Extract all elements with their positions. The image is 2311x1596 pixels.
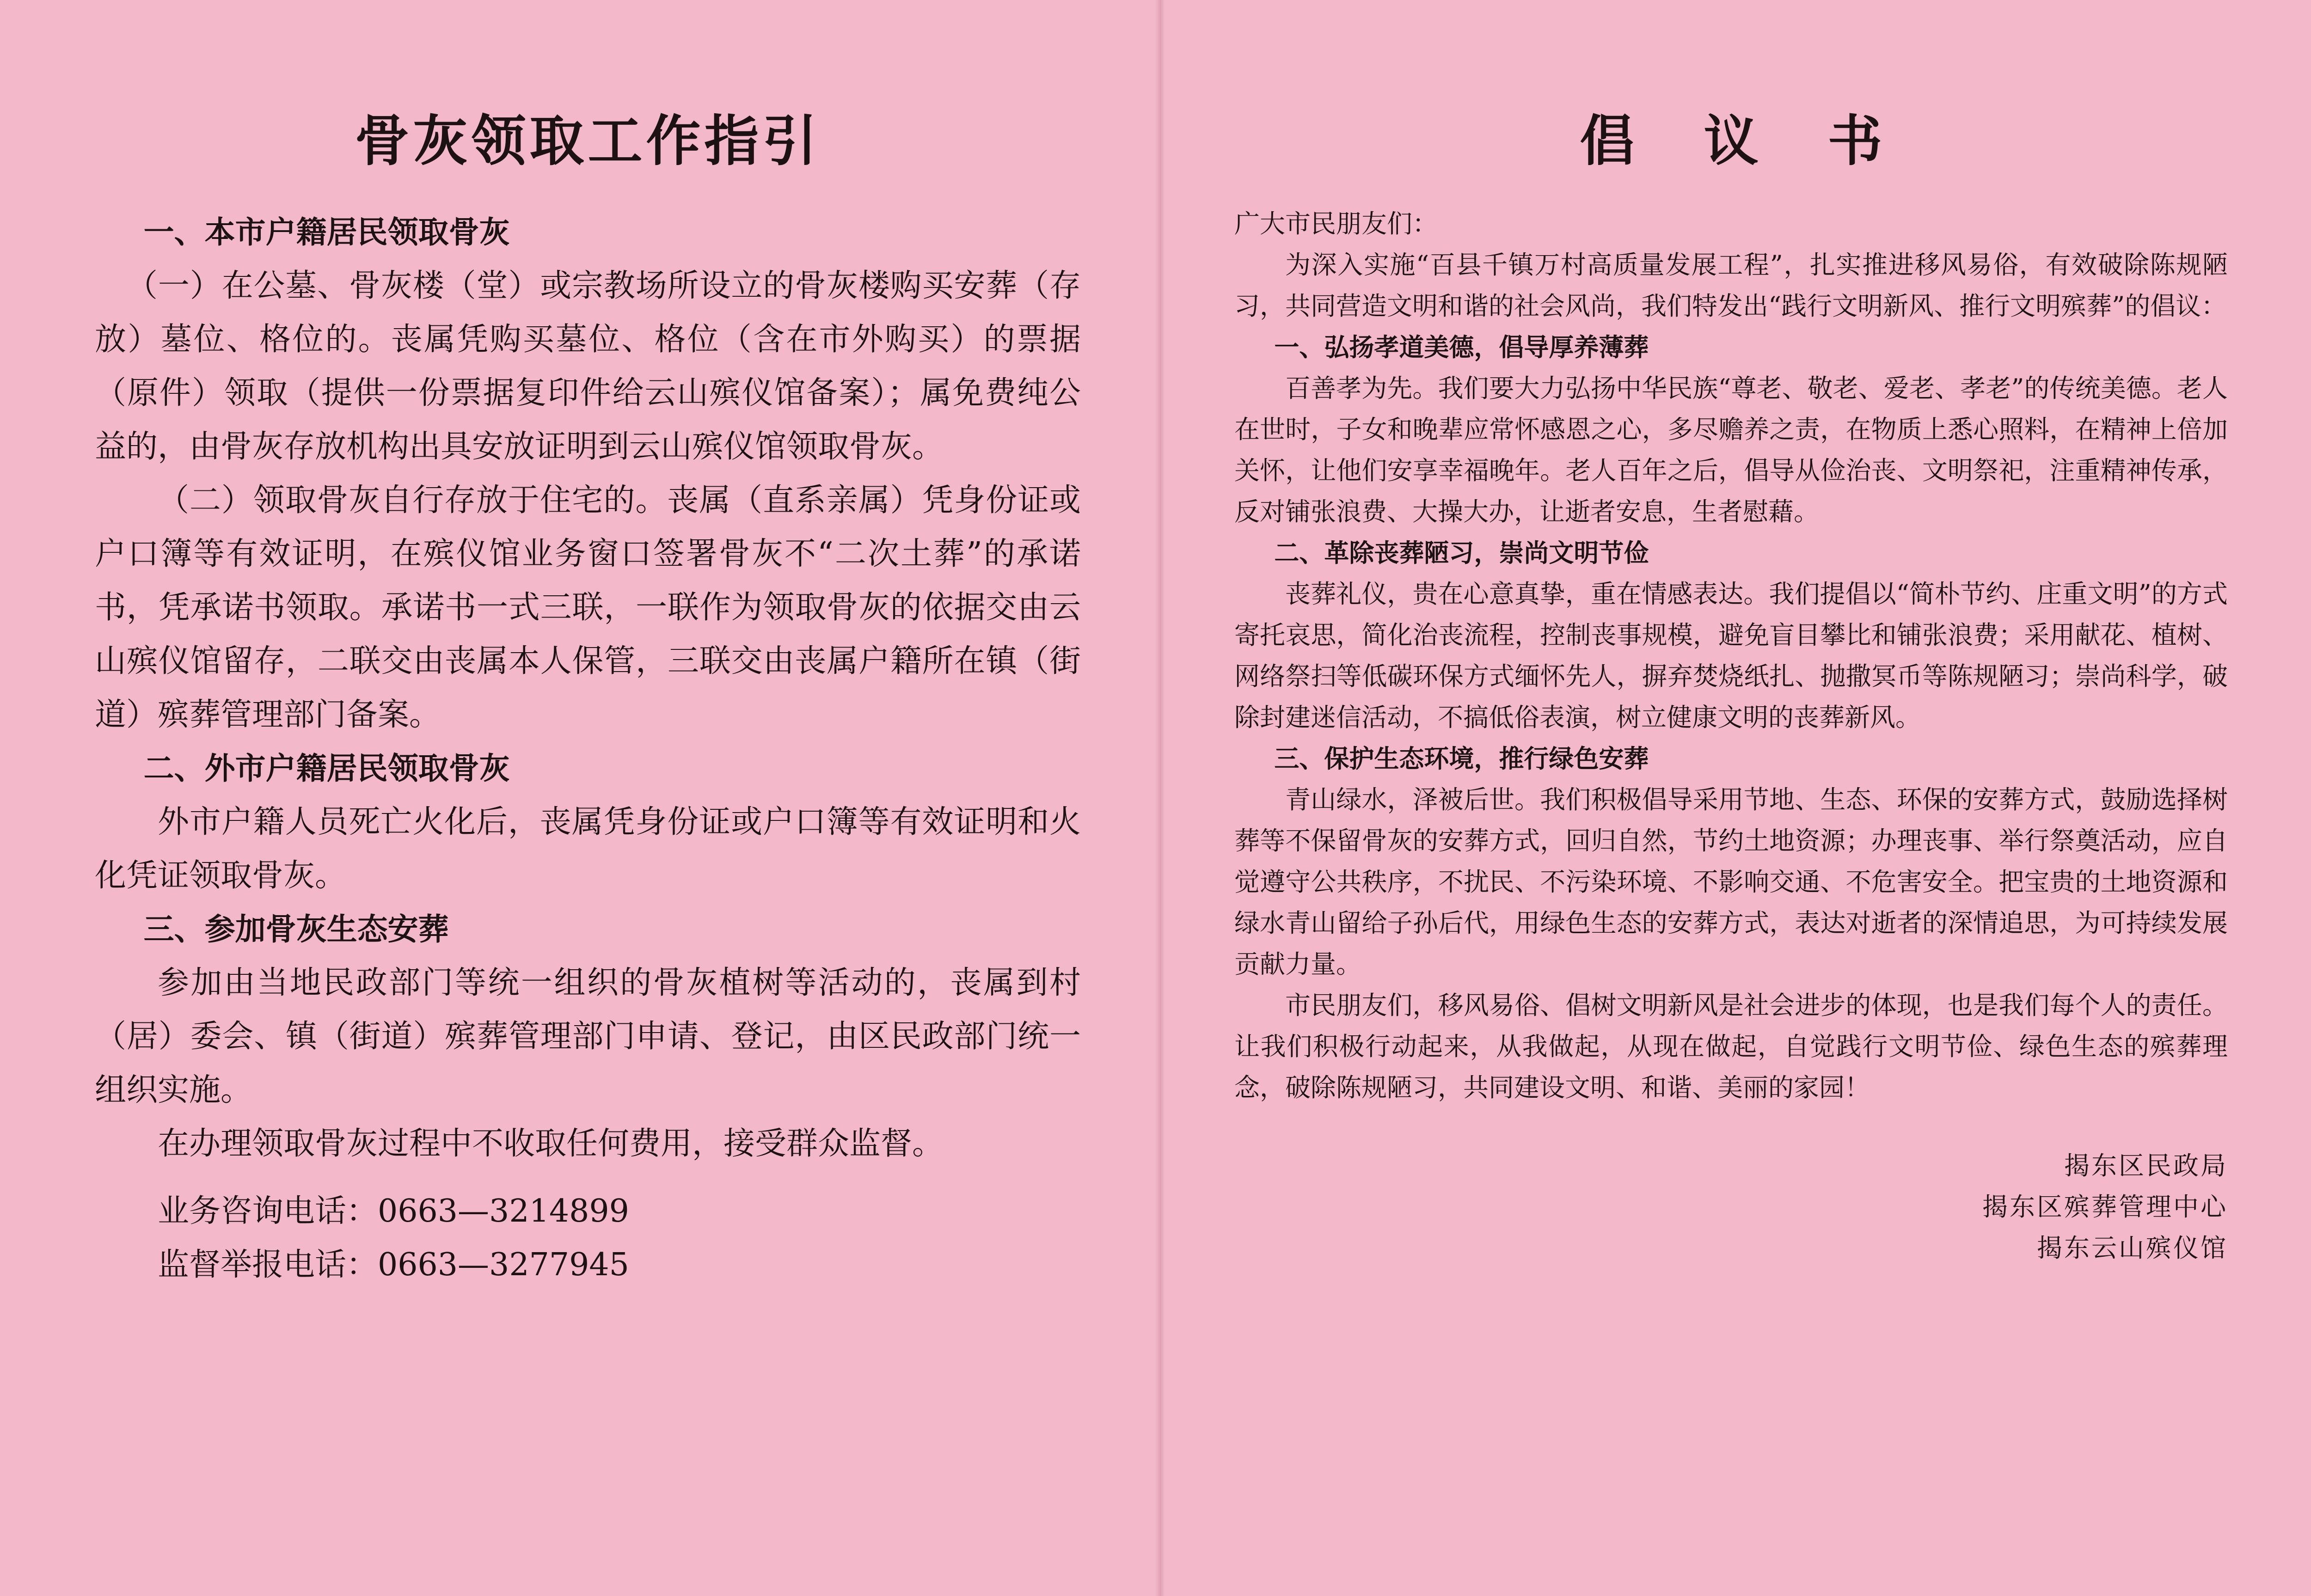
signer: 揭东云山殡仪馆 bbox=[2036, 1233, 2228, 1263]
consult-phone: 业务咨询电话：0663—3214899 bbox=[158, 1193, 629, 1229]
report-phone: 监督举报电话：0663—3277945 bbox=[158, 1247, 629, 1283]
paragraph: 丧葬礼仪，贵在心意真挚，重在情感表达。我们提倡以“简朴节约、庄重文明”的方式寄托哀思，简化治丧流程，控制丧事规模，避免盲目攀比和铺张浪费；采用献花、植树、网络祭扫等低碳环保方式缅怀先人，摒弃焚烧纸扎、抛撒冥币等陈规陋习；崇尚科学，破除封建迷信活动，不搞低俗表演，树立健康文明的丧葬新风。 bbox=[1234, 579, 2228, 732]
section-heading: 三、参加骨灰生态安葬 bbox=[143, 911, 449, 947]
section-heading: 三、保护生态环境，推行绿色安葬 bbox=[1274, 744, 1649, 773]
intro-paragraph: 为深入实施“百县千镇万村高质量发展工程”，扎实推进移风易俗，有效破除陈规陋习，共同营造文明和谐的社会风尚，我们特发出“践行文明新风、推行文明殡葬”的倡议： bbox=[1234, 250, 2228, 321]
section-heading: 一、弘扬孝道美德，倡导厚养薄葬 bbox=[1274, 333, 1649, 362]
page-fold bbox=[1155, 0, 1165, 1596]
page-title: 倡议书 bbox=[1580, 109, 1952, 173]
salutation: 广大市民朋友们： bbox=[1234, 209, 1438, 238]
left-body bbox=[95, 206, 1081, 1292]
paragraph: 百善孝为先。我们要大力弘扬中华民族“尊老、敬老、爱老、孝老”的传统美德。老人在世时，子女和晚辈应常怀感恩之心，多尽赡养之责，在物质上悉心照料，在精神上倍加关怀，让他们安享幸福晚年。老人百年之后，倡导从俭治丧、文明祭祀，注重精神传承，反对铺张浪费、大操大办，让逝者安息，生者慰藉。 bbox=[1234, 373, 2228, 526]
paragraph: 外市户籍人员死亡火化后，丧属凭身份证或户口簿等有效证明和火化凭证领取骨灰。 bbox=[95, 804, 1081, 894]
paragraph: （一）在公墓、骨灰楼（堂）或宗教场所设立的骨灰楼购买安葬（存放）墓位、格位的。丧属凭购买墓位、格位（含在市外购买）的票据（原件）领取（提供一份票据复印件给云山殡仪馆备案）；属免费纯公益的，由骨灰存放机构出具安放证明到云山殡仪馆领取骨灰。 bbox=[95, 268, 1081, 465]
signers-block bbox=[1234, 1145, 2228, 1269]
section-heading: 一、本市户籍居民领取骨灰 bbox=[143, 214, 510, 250]
section-heading: 二、外市户籍居民领取骨灰 bbox=[143, 751, 510, 786]
section-heading: 二、革除丧葬陋习，崇尚文明节俭 bbox=[1274, 538, 1649, 568]
left-page bbox=[0, 0, 1155, 1596]
paragraph: 在办理领取骨灰过程中不收取任何费用，接受群众监督。 bbox=[158, 1125, 944, 1162]
signer: 揭东区殡葬管理中心 bbox=[1982, 1192, 2228, 1222]
right-body bbox=[1234, 203, 2228, 1269]
paragraph: （二）领取骨灰自行存放于住宅的。丧属（直系亲属）凭身份证或户口簿等有效证明，在殡仪馆业务窗口签署骨灰不“二次土葬”的承诺书，凭承诺书领取。承诺书一式三联，一联作为领取骨灰的依据交由云山殡仪馆留存，二联交由丧属本人保管，三联交由丧属户籍所在镇（街道）殡葬管理部门备案。 bbox=[95, 482, 1081, 733]
contact-phones bbox=[95, 1185, 1081, 1292]
signer: 揭东区民政局 bbox=[2064, 1151, 2228, 1180]
closing-paragraph: 市民朋友们，移风易俗、倡树文明新风是社会进步的体现，也是我们每个人的责任。让我们积极行动起来，从我做起，从现在做起，自觉践行文明节俭、绿色生态的殡葬理念，破除陈规陋习，共同建设文明、和谐、美丽的家园！ bbox=[1234, 991, 2228, 1102]
page-title: 骨灰领取工作指引 bbox=[355, 109, 821, 173]
paragraph: 青山绿水，泽被后世。我们积极倡导采用节地、生态、环保的安葬方式，鼓励选择树葬等不保留骨灰的安葬方式，回归自然，节约土地资源；办理丧事、举行祭奠活动，应自觉遵守公共秩序，不扰民、不污染环境、不影响交通、不危害安全。把宝贵的土地资源和绿水青山留给子孙后代，用绿色生态的安葬方式，表达对逝者的深情追思，为可持续发展贡献力量。 bbox=[1234, 785, 2228, 979]
right-page bbox=[1165, 0, 2311, 1596]
paragraph: 参加由当地民政部门等统一组织的骨灰植树等活动的，丧属到村（居）委会、镇（街道）殡葬管理部门申请、登记，由区民政部门统一组织实施。 bbox=[95, 965, 1081, 1108]
